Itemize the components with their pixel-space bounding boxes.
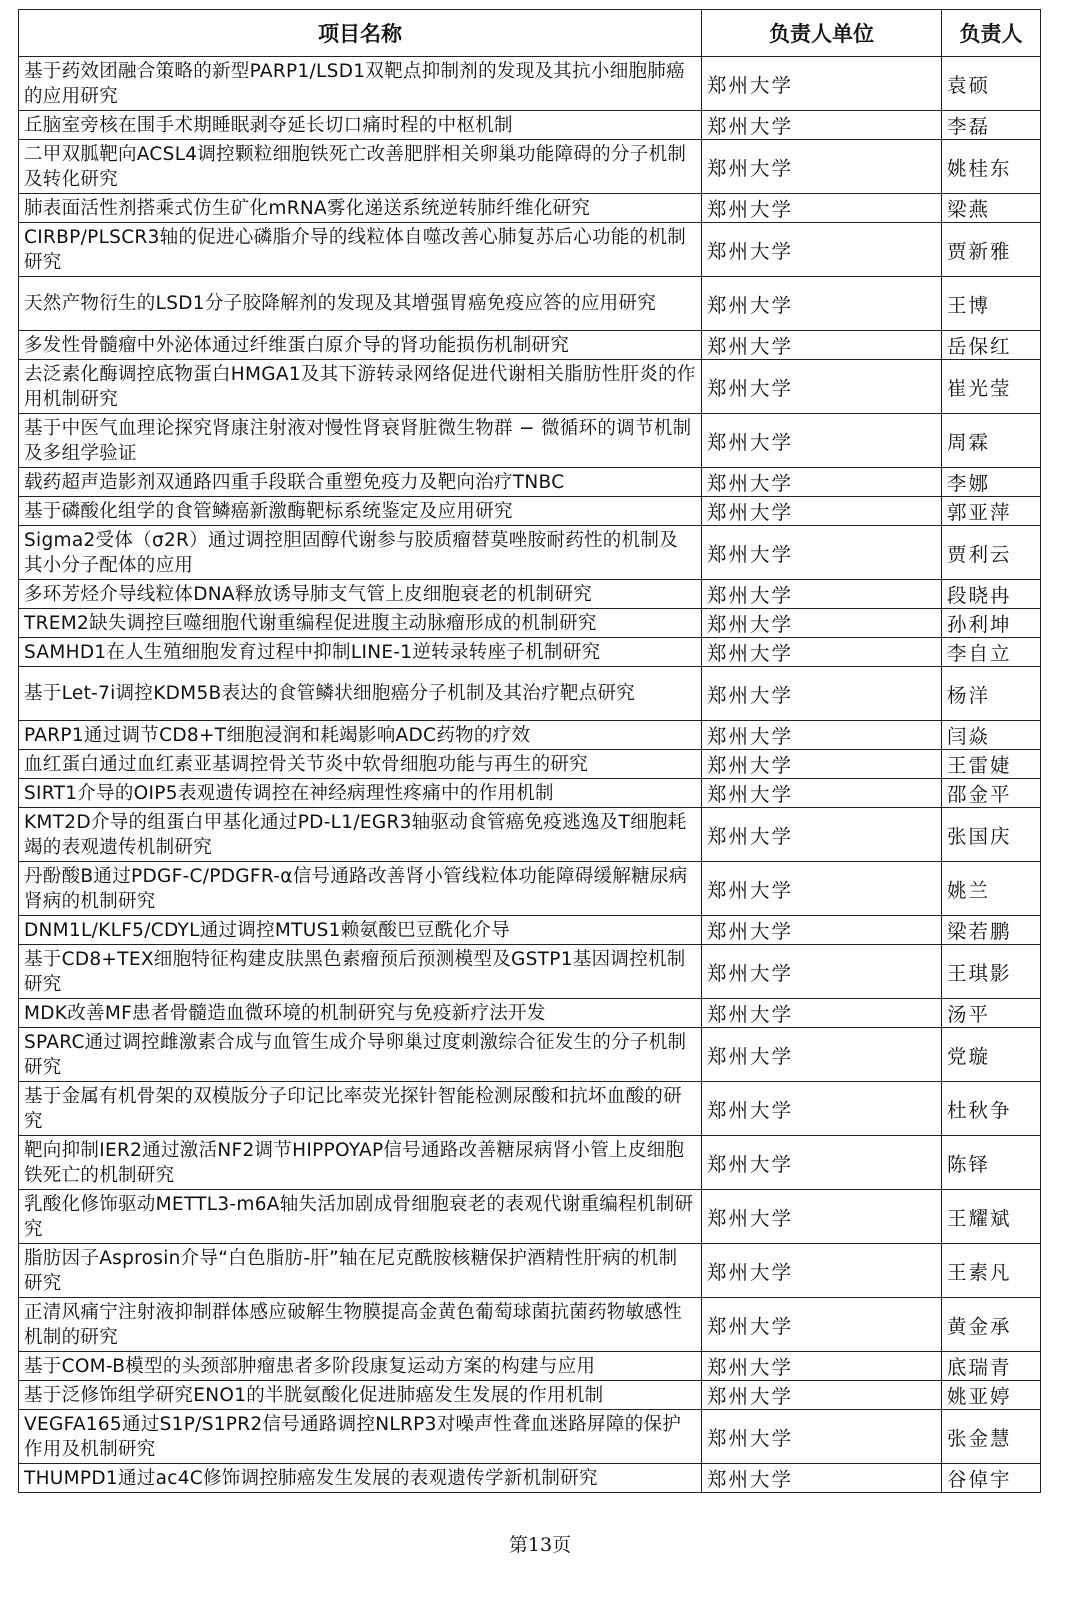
org-cell: 郑州大学 — [702, 916, 942, 945]
org-cell: 郑州大学 — [702, 1381, 942, 1410]
table-row — [19, 580, 1041, 609]
person-cell: 李娜 — [942, 468, 1041, 497]
project-name-cell: SPARC通过调控雌激素合成与血管生成介导卵巢过度刺激综合征发生的分子机制研究 — [19, 1028, 702, 1082]
table-row — [19, 414, 1041, 468]
project-name-cell: 血红蛋白通过血红素亚基调控骨关节炎中软骨细胞功能与再生的研究 — [19, 750, 702, 779]
person-cell: 王博 — [942, 277, 1041, 331]
project-name-cell: TREM2缺失调控巨噬细胞代谢重编程促进腹主动脉瘤形成的机制研究 — [19, 609, 702, 638]
person-cell: 岳保红 — [942, 331, 1041, 360]
person-cell: 贾新雅 — [942, 223, 1041, 277]
project-name-cell: 肺表面活性剂搭乘式仿生矿化mRNA雾化递送系统逆转肺纤维化研究 — [19, 194, 702, 223]
project-name-cell: 脂肪因子Asprosin介导“白色脂肪-肝”轴在尼克酰胺核糖保护酒精性肝病的机制研究 — [19, 1244, 702, 1298]
person-cell: 孙利坤 — [942, 609, 1041, 638]
table-row — [19, 331, 1041, 360]
page-number: 第13页 — [508, 1534, 572, 1556]
table-row — [19, 277, 1041, 331]
org-cell: 郑州大学 — [702, 194, 942, 223]
org-cell: 郑州大学 — [702, 808, 942, 862]
org-cell: 郑州大学 — [702, 750, 942, 779]
project-name-cell: MDK改善MF患者骨髓造血微环境的机制研究与免疫新疗法开发 — [19, 999, 702, 1028]
org-cell: 郑州大学 — [702, 468, 942, 497]
project-name-cell: 多发性骨髓瘤中外泌体通过纤维蛋白原介导的肾功能损伤机制研究 — [19, 331, 702, 360]
person-cell: 邵金平 — [942, 779, 1041, 808]
table-row — [19, 223, 1041, 277]
org-cell: 郑州大学 — [702, 111, 942, 140]
table-row — [19, 999, 1041, 1028]
table-row — [19, 360, 1041, 414]
table-row — [19, 862, 1041, 916]
person-cell: 周霖 — [942, 414, 1041, 468]
org-cell: 郑州大学 — [702, 667, 942, 721]
project-name-cell: 正清风痛宁注射液抑制群体感应破解生物膜提高金黄色葡萄球菌抗菌药物敏感性机制的研究 — [19, 1298, 702, 1352]
table-row — [19, 57, 1041, 111]
table-row — [19, 1028, 1041, 1082]
person-cell: 王素凡 — [942, 1244, 1041, 1298]
person-cell: 李磊 — [942, 111, 1041, 140]
person-cell: 闫焱 — [942, 721, 1041, 750]
project-name-cell: SIRT1介导的OIP5表观遗传调控在神经病理性疼痛中的作用机制 — [19, 779, 702, 808]
project-name-cell: 基于泛修饰组学研究ENO1的半胱氨酸化促进肺癌发生发展的作用机制 — [19, 1381, 702, 1410]
org-cell: 郑州大学 — [702, 414, 942, 468]
project-name-cell: VEGFA165通过S1P/S1PR2信号通路调控NLRP3对噪声性聋血迷路屏障的保护作用及机制研究 — [19, 1410, 702, 1464]
table-row — [19, 609, 1041, 638]
org-cell: 郑州大学 — [702, 609, 942, 638]
project-name-cell: 基于CD8+TEX细胞特征构建皮肤黑色素瘤预后预测模型及GSTP1基因调控机制研究 — [19, 945, 702, 999]
person-cell: 黄金承 — [942, 1298, 1041, 1352]
project-name-cell: 基于磷酸化组学的食管鳞癌新激酶靶标系统鉴定及应用研究 — [19, 497, 702, 526]
project-name-cell: 基于Let-7i调控KDM5B表达的食管鳞状细胞癌分子机制及其治疗靶点研究 — [19, 667, 702, 721]
org-cell: 郑州大学 — [702, 1410, 942, 1464]
table-row — [19, 526, 1041, 580]
project-name-cell: 丘脑室旁核在围手术期睡眠剥夺延长切口痛时程的中枢机制 — [19, 111, 702, 140]
person-cell: 姚亚婷 — [942, 1381, 1041, 1410]
table-row — [19, 1352, 1041, 1381]
org-cell: 郑州大学 — [702, 721, 942, 750]
person-cell: 崔光莹 — [942, 360, 1041, 414]
project-name-cell: 乳酸化修饰驱动METTL3-m6A轴失活加剧成骨细胞衰老的表观代谢重编程机制研究 — [19, 1190, 702, 1244]
project-name-cell: 基于药效团融合策略的新型PARP1/LSD1双靶点抑制剂的发现及其抗小细胞肺癌的应用研究 — [19, 57, 702, 111]
header-project-name: 项目名称 — [19, 10, 702, 57]
org-cell: 郑州大学 — [702, 1244, 942, 1298]
table-row — [19, 721, 1041, 750]
person-cell: 贾利云 — [942, 526, 1041, 580]
person-cell: 党璇 — [942, 1028, 1041, 1082]
table-row — [19, 1381, 1041, 1410]
table-body — [19, 57, 1041, 1493]
project-name-cell: CIRBP/PLSCR3轴的促进心磷脂介导的线粒体自噬改善心肺复苏后心功能的机制研究 — [19, 223, 702, 277]
project-name-cell: THUMPD1通过ac4C修饰调控肺癌发生发展的表观遗传学新机制研究 — [19, 1464, 702, 1493]
project-name-cell: 天然产物衍生的LSD1分子胶降解剂的发现及其增强胃癌免疫应答的应用研究 — [19, 277, 702, 331]
table-row — [19, 779, 1041, 808]
table-row — [19, 667, 1041, 721]
org-cell: 郑州大学 — [702, 1352, 942, 1381]
table-row — [19, 1190, 1041, 1244]
org-cell: 郑州大学 — [702, 223, 942, 277]
person-cell: 张金慧 — [942, 1410, 1041, 1464]
table-row — [19, 1082, 1041, 1136]
org-cell: 郑州大学 — [702, 1028, 942, 1082]
project-name-cell: 二甲双胍靶向ACSL4调控颗粒细胞铁死亡改善肥胖相关卵巢功能障碍的分子机制及转化研究 — [19, 140, 702, 194]
org-cell: 郑州大学 — [702, 580, 942, 609]
person-cell: 郭亚萍 — [942, 497, 1041, 526]
header-person: 负责人 — [942, 10, 1041, 57]
org-cell: 郑州大学 — [702, 140, 942, 194]
org-cell: 郑州大学 — [702, 779, 942, 808]
person-cell: 梁燕 — [942, 194, 1041, 223]
org-cell: 郑州大学 — [702, 497, 942, 526]
table-row — [19, 808, 1041, 862]
person-cell: 李自立 — [942, 638, 1041, 667]
person-cell: 段晓冉 — [942, 580, 1041, 609]
table-row — [19, 468, 1041, 497]
org-cell: 郑州大学 — [702, 1082, 942, 1136]
person-cell: 王雷婕 — [942, 750, 1041, 779]
person-cell: 袁硕 — [942, 57, 1041, 111]
org-cell: 郑州大学 — [702, 1190, 942, 1244]
org-cell: 郑州大学 — [702, 999, 942, 1028]
person-cell: 姚桂东 — [942, 140, 1041, 194]
person-cell: 底瑞青 — [942, 1352, 1041, 1381]
table-row — [19, 1410, 1041, 1464]
project-name-cell: SAMHD1在人生殖细胞发育过程中抑制LINE-1逆转录转座子机制研究 — [19, 638, 702, 667]
project-name-cell: 基于中医气血理论探究肾康注射液对慢性肾衰肾脏微生物群 − 微循环的调节机制及多组学验证 — [19, 414, 702, 468]
person-cell: 王琪影 — [942, 945, 1041, 999]
org-cell: 郑州大学 — [702, 57, 942, 111]
person-cell: 杜秋争 — [942, 1082, 1041, 1136]
project-name-cell: 丹酚酸B通过PDGF-C/PDGFR-α信号通路改善肾小管线粒体功能障碍缓解糖尿病肾病的机制研究 — [19, 862, 702, 916]
project-name-cell: 去泛素化酶调控底物蛋白HMGA1及其下游转录网络促进代谢相关脂肪性肝炎的作用机制研究 — [19, 360, 702, 414]
org-cell: 郑州大学 — [702, 862, 942, 916]
org-cell: 郑州大学 — [702, 638, 942, 667]
org-cell: 郑州大学 — [702, 526, 942, 580]
project-name-cell: PARP1通过调节CD8+T细胞浸润和耗竭影响ADC药物的疗效 — [19, 721, 702, 750]
project-name-cell: DNM1L/KLF5/CDYL通过调控MTUS1赖氨酸巴豆酰化介导 — [19, 916, 702, 945]
table-row — [19, 945, 1041, 999]
org-cell: 郑州大学 — [702, 277, 942, 331]
project-table — [18, 9, 1041, 1493]
person-cell: 张国庆 — [942, 808, 1041, 862]
table-row — [19, 194, 1041, 223]
project-name-cell: KMT2D介导的组蛋白甲基化通过PD-L1/EGR3轴驱动食管癌免疫逃逸及T细胞耗竭的表观遗传机制研究 — [19, 808, 702, 862]
person-cell: 姚兰 — [942, 862, 1041, 916]
table-row — [19, 111, 1041, 140]
project-name-cell: Sigma2受体（σ2R）通过调控胆固醇代谢参与胶质瘤替莫唑胺耐药性的机制及其小分子配体的应用 — [19, 526, 702, 580]
org-cell: 郑州大学 — [702, 331, 942, 360]
person-cell: 梁若鹏 — [942, 916, 1041, 945]
table-row — [19, 1244, 1041, 1298]
table-row — [19, 1136, 1041, 1190]
org-cell: 郑州大学 — [702, 1298, 942, 1352]
project-name-cell: 靶向抑制IER2通过激活NF2调节HIPPOYAP信号通路改善糖尿病肾小管上皮细胞铁死亡的机制研究 — [19, 1136, 702, 1190]
org-cell: 郑州大学 — [702, 1464, 942, 1493]
org-cell: 郑州大学 — [702, 945, 942, 999]
header-row — [19, 10, 1041, 57]
org-cell: 郑州大学 — [702, 360, 942, 414]
project-name-cell: 载药超声造影剂双通路四重手段联合重塑免疫力及靶向治疗TNBC — [19, 468, 702, 497]
project-name-cell: 多环芳烃介导线粒体DNA释放诱导肺支气管上皮细胞衰老的机制研究 — [19, 580, 702, 609]
project-name-cell: 基于COM-B模型的头颈部肿瘤患者多阶段康复运动方案的构建与应用 — [19, 1352, 702, 1381]
project-name-cell: 基于金属有机骨架的双模版分子印记比率荧光探针智能检测尿酸和抗坏血酸的研究 — [19, 1082, 702, 1136]
table-row — [19, 916, 1041, 945]
table-row — [19, 638, 1041, 667]
table-row — [19, 1298, 1041, 1352]
person-cell: 汤平 — [942, 999, 1041, 1028]
org-cell: 郑州大学 — [702, 1136, 942, 1190]
person-cell: 杨洋 — [942, 667, 1041, 721]
table-row — [19, 750, 1041, 779]
table-row — [19, 497, 1041, 526]
table-row — [19, 140, 1041, 194]
header-org: 负责人单位 — [702, 10, 942, 57]
person-cell: 谷倬宇 — [942, 1464, 1041, 1493]
person-cell: 陈铎 — [942, 1136, 1041, 1190]
person-cell: 王耀斌 — [942, 1190, 1041, 1244]
table-row — [19, 1464, 1041, 1493]
